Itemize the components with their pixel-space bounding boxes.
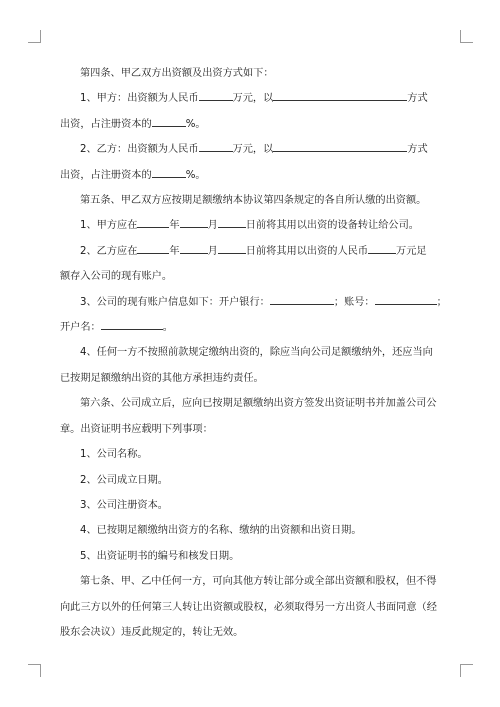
account-holder [60,315,440,340]
blank-line [368,242,396,254]
party-a-contribution [60,86,440,111]
crop-mark-top-right [460,30,473,43]
text-run: 方式 [407,93,428,105]
blank-line [273,140,407,152]
text-run: 开户名： [60,322,101,334]
party-b-contribution [60,137,440,162]
text-run: ； [436,296,447,308]
party-b-share [60,163,440,188]
text-run: 万元，以 [232,144,274,156]
certificate-item-3: 3、公司注册资本。 [80,499,168,511]
text-run: 年 [169,245,180,257]
text-run: 月 [207,245,218,257]
blank-line [180,242,208,254]
text-run: %。 [185,118,206,130]
text-run: %。 [185,169,206,181]
article-7-cont-2: 股东会决议）违反此规定的，转让无效。 [60,626,244,638]
breach-clause: 4、任何一方不按照前款规定缴纳出资的，除应当向公司足额缴纳外，还应当向 [80,347,433,359]
text-run: ；账号： [333,296,375,308]
certificate-item-1: 1、公司名称。 [80,449,148,461]
article-4-heading: 第四条、甲乙双方出资额及出资方式如下： [80,68,274,79]
party-a-share [60,112,440,137]
crop-mark-top-left [28,30,41,43]
article-5-heading: 第五条、甲乙双方应按期足额缴纳本协议第四条规定的各自所认缴的出资额。 [80,195,427,207]
text-run: 。 [162,322,173,334]
text-run: 3、公司的现有账户信息如下：开户银行： [80,296,270,308]
text-run: 月 [207,220,218,232]
text-run: 万元足 [396,245,427,257]
article-6-heading: 第六条、公司成立后，应向已按期足额缴纳出资方签发出资证明书并加盖公司公 [80,398,437,410]
text-run: 日前将其用以出资的设备转让给公司。 [245,220,419,232]
document-body [60,61,447,645]
blank-line [180,216,208,228]
party-b-deadline-cont: 额存入公司的现有账户。 [60,271,173,283]
text-run: 出资，占注册资本的 [60,169,152,181]
text-run: 出资，占注册资本的 [60,118,152,130]
blank-line [137,242,169,254]
text-run: 方式 [407,144,428,156]
certificate-item-4: 4、已按期足额缴纳出资方的名称、缴纳的出资额和出资日期。 [80,525,362,537]
certificate-item-5: 5、出资证明书的编号和核发日期。 [80,550,240,562]
article-6-cont: 章。出资证明书应载明下列事项： [60,423,213,435]
blank-line [199,89,233,101]
blank-line [375,293,437,305]
blank-line [152,115,186,127]
certificate-item-2: 2、公司成立日期。 [80,474,168,486]
breach-clause-cont: 已按期足额缴纳出资的其他方承担违约责任。 [60,372,264,384]
blank-line [137,216,169,228]
text-run: 1、甲方：出资额为人民币 [80,93,199,105]
text-run: 2、乙方应在 [80,245,138,257]
text-run: 2、乙方：出资额为人民币 [80,144,199,156]
blank-line [218,242,246,254]
article-7-heading: 第七条、甲、乙中任何一方，可向其他方转让部分或全部出资额和股权，但不得 [80,576,437,588]
text-run: 1、甲方应在 [80,220,138,232]
crop-mark-bottom-left [28,664,41,677]
blank-line [273,89,407,101]
blank-line [101,318,163,330]
party-a-deadline [60,213,440,238]
blank-line [270,293,334,305]
account-info [60,290,447,315]
text-run: 年 [169,220,180,232]
text-run: 万元，以 [232,93,274,105]
crop-mark-bottom-right [460,664,473,677]
party-b-deadline [60,239,440,264]
article-7-cont-1: 向此三方以外的任何第三人转让出资额或股权，必须取得另一方出资人书面同意（经 [60,601,437,613]
blank-line [199,140,233,152]
blank-line [152,166,186,178]
text-run: 日前将其用以出资的人民币 [245,245,369,257]
blank-line [218,216,246,228]
